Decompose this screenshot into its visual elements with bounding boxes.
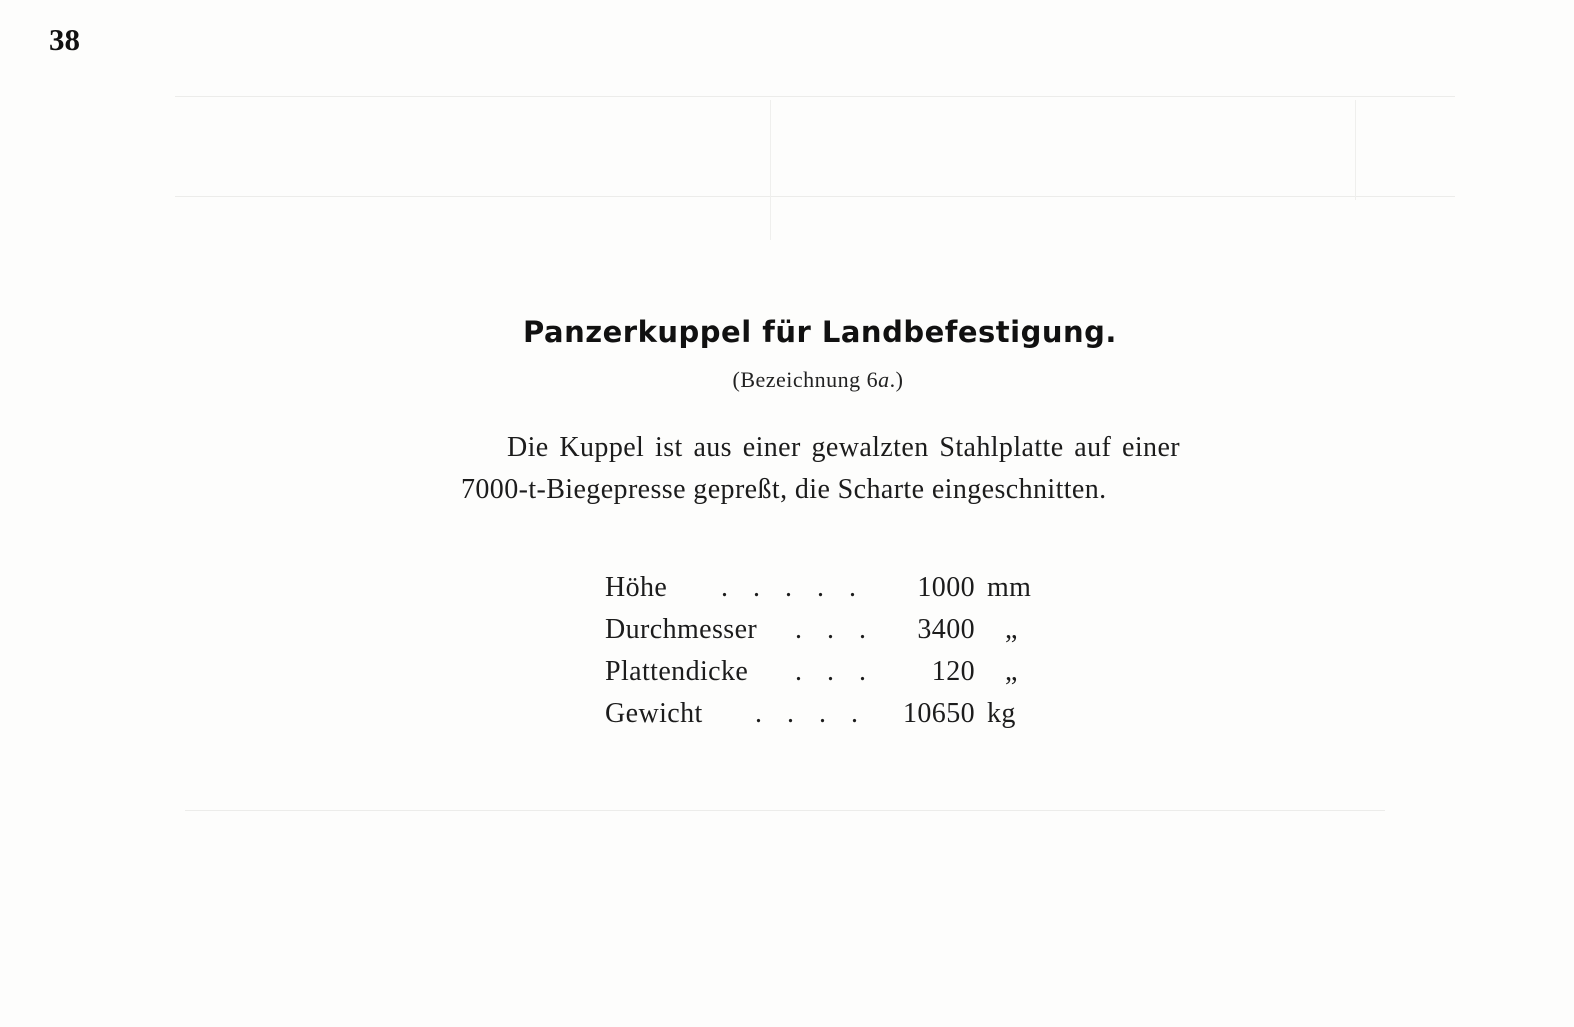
spec-row (605, 567, 1045, 609)
spec-row (605, 609, 1045, 651)
description-paragraph (461, 427, 1180, 511)
subtitle-prefix: (Bezeichnung 6 (732, 367, 879, 392)
spec-label: Höhe (605, 572, 668, 603)
spec-leader-dots: . . . (795, 614, 875, 645)
spec-leader-dots: . . . . (755, 698, 867, 729)
spec-leader-dots: . . . (795, 656, 875, 687)
spec-unit: mm (987, 572, 1032, 603)
spec-label: Plattendicke (605, 656, 749, 687)
bleed-through-line (185, 810, 1385, 811)
spec-value: 3400 (917, 614, 975, 645)
bleed-through-line (175, 96, 1455, 97)
paragraph-text: Die Kuppel ist aus einer gewalzten Stahlplatte auf einer 7000-t-Biegepresse gepreßt, die Scharte eingeschnitten. (461, 432, 1180, 505)
spec-label: Durchmesser (605, 614, 758, 645)
spec-table (605, 567, 1045, 735)
spec-unit: „ (1005, 614, 1018, 645)
spec-row (605, 693, 1045, 735)
bleed-through-line (175, 196, 1455, 197)
spec-row (605, 651, 1045, 693)
spec-label: Gewicht (605, 698, 703, 729)
page-subtitle (0, 367, 1574, 393)
spec-unit: „ (1005, 656, 1018, 687)
page-title: Panzerkuppel für Landbefestigung. (523, 315, 1117, 349)
spec-value: 120 (931, 656, 975, 687)
spec-unit: kg (987, 698, 1016, 729)
subtitle-italic: a (878, 367, 890, 392)
spec-value: 10650 (903, 698, 975, 729)
spec-leader-dots: . . . . . (721, 572, 865, 603)
bleed-through-line (770, 100, 771, 240)
bleed-through-line (1355, 100, 1356, 200)
spec-value: 1000 (917, 572, 975, 603)
subtitle-suffix: .) (889, 367, 904, 392)
page-number: 38 (49, 22, 80, 57)
